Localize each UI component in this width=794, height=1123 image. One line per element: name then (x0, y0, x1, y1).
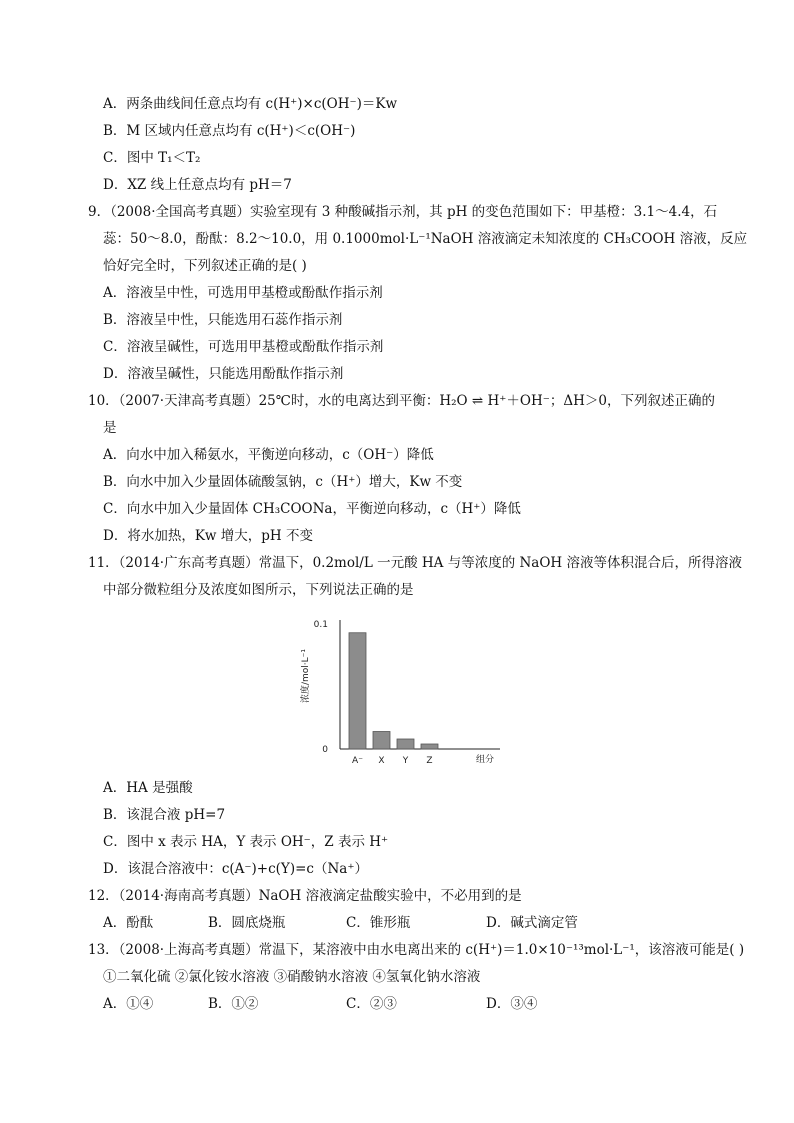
q11-stem-line-2: 中部分微粒组分及浓度如图所示，下列说法正确的是 (103, 582, 414, 598)
q13-option-c: C．②③ (346, 996, 397, 1012)
q9-option-a: A．溶液呈中性，可选用甲基橙或酚酞作指示剂 (103, 285, 383, 301)
chart-x-axis-label: 组分 (476, 755, 495, 765)
chart-bar-0 (349, 633, 366, 749)
q10-option-c: C．向水中加入少量固体 CH₃COONa，平衡逆向移动，c（H⁺）降低 (103, 501, 521, 517)
q11-option-b: B．该混合液 pH=7 (103, 807, 226, 823)
q10-stem-line-2: 是 (103, 420, 117, 436)
q10-option-d: D．将水加热，Kw 增大，pH 不变 (103, 528, 313, 544)
q9-stem-line-3: 恰好完全时，下列叙述正确的是( ) (103, 258, 307, 274)
q8-option-d: D．XZ 线上任意点均有 pH＝7 (103, 177, 292, 193)
q13-option-d: D．③④ (486, 996, 538, 1012)
q9-option-c: C．溶液呈碱性，可选用甲基橙或酚酞作指示剂 (103, 339, 384, 355)
chart-category-label: A⁻ (352, 756, 363, 766)
q10-option-a: A．向水中加入稀氨水，平衡逆向移动，c（OH⁻）降低 (103, 447, 434, 463)
chart-category-label: Z (426, 756, 433, 766)
q12-option-c: C．锥形瓶 (346, 915, 411, 931)
chart-y-tick-label: 0 (322, 745, 328, 755)
q9-stem-line-2: 蕊：50～8.0，酚酞：8.2～10.0，用 0.1000mol·L⁻¹NaOH 溶液滴定未知浓度的 CH₃COOH 溶液，反应 (103, 231, 748, 247)
chart-bar-2 (397, 739, 414, 749)
q11-option-d: D．该混合溶液中：c(A⁻)+c(Y)=c（Na⁺） (103, 861, 368, 877)
chart-category-label: Y (402, 756, 409, 766)
chart-y-tick-label: 0.1 (313, 620, 328, 630)
q8-option-a: A．两条曲线间任意点均有 c(H⁺)×c(OH⁻)＝Kw (103, 96, 398, 112)
q11-concentration-bar-chart (300, 616, 510, 772)
chart-category-label: X (378, 756, 385, 766)
q9-stem-line-1: 9．（2008·全国高考真题）实验室现有 3 种酸碱指示剂，其 pH 的变色范围如下：甲基橙：3.1～4.4，石 (88, 204, 718, 220)
q13-items: ①二氧化硫 ②氯化铵水溶液 ③硝酸钠水溶液 ④氢氧化钠水溶液 (103, 969, 481, 985)
q11-option-a: A．HA 是强酸 (103, 780, 193, 796)
q12-option-a: A．酚酞 (103, 915, 154, 931)
q13-stem: 13．（2008·上海高考真题）常温下，某溶液中由水电离出来的 c(H⁺)＝1.0×10⁻¹³mol·L⁻¹，该溶液可能是( ) (88, 942, 745, 958)
chart-y-axis-label: 浓度/mol·L⁻¹ (301, 648, 311, 704)
q8-option-b: B．M 区域内任意点均有 c(H⁺)＜c(OH⁻) (103, 123, 356, 139)
chart-bar-3 (421, 744, 438, 749)
q11-option-c: C．图中 x 表示 HA，Y 表示 OH⁻，Z 表示 H⁺ (103, 834, 389, 850)
q10-stem-line-1: 10．（2007·天津高考真题）25℃时，水的电离达到平衡：H₂O ⇌ H⁺＋OH⁻；ΔH＞0，下列叙述正确的 (88, 393, 715, 409)
q13-option-a: A．①④ (103, 996, 154, 1012)
q11-stem-line-1: 11．（2014·广东高考真题）常温下，0.2mol/L 一元酸 HA 与等浓度的 NaOH 溶液等体积混合后，所得溶液 (88, 555, 742, 571)
q10-option-b: B．向水中加入少量固体硫酸氢钠，c（H⁺）增大，Kw 不变 (103, 474, 463, 490)
q9-option-d: D．溶液呈碱性，只能选用酚酞作指示剂 (103, 366, 344, 382)
q9-option-b: B．溶液呈中性，只能选用石蕊作指示剂 (103, 312, 343, 328)
chart-bar-1 (373, 732, 390, 750)
q13-option-b: B．①② (208, 996, 259, 1012)
q12-stem: 12．（2014·海南高考真题）NaOH 溶液滴定盐酸实验中，不必用到的是 (88, 888, 522, 904)
q8-option-c: C．图中 T₁＜T₂ (103, 150, 201, 166)
q12-option-d: D．碱式滴定管 (486, 915, 578, 931)
q12-option-b: B．圆底烧瓶 (208, 915, 286, 931)
